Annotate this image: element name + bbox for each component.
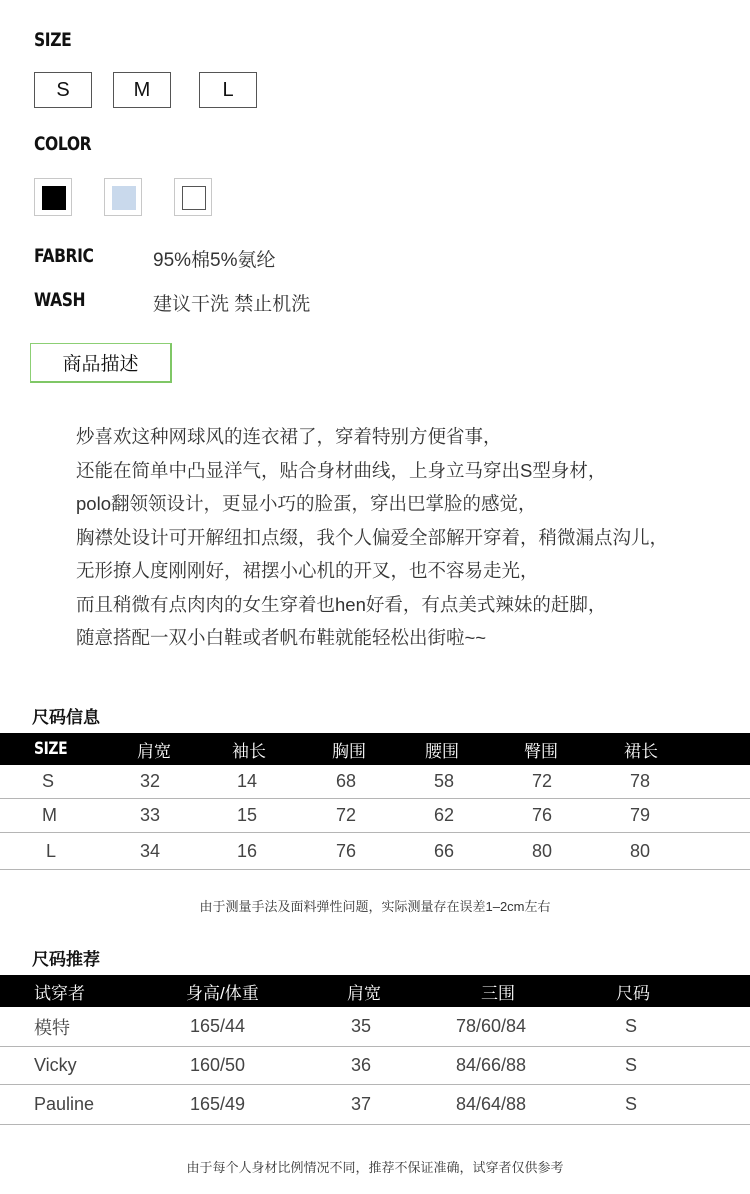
color-swatch-light-blue-fill: [112, 186, 136, 210]
size-info-header-cell: 袖长: [232, 741, 266, 761]
table-cell: 14: [237, 771, 258, 791]
table-row: [0, 1085, 750, 1125]
size-recommend-header-cell: 试穿者: [34, 983, 85, 1003]
table-cell: 62: [434, 805, 455, 825]
description-line: 随意搭配一双小白鞋或者帆布鞋就能轻松出街啦~~: [76, 627, 487, 648]
description-line: 无形撩人度刚刚好，裙摆小心机的开叉，也不容易走光，: [76, 560, 539, 581]
size-heading: SIZE: [34, 29, 72, 51]
table-cell: 72: [336, 805, 357, 825]
description-line: 胸襟处设计可开解纽扣点缀，我个人偏爱全部解开穿着，稍微漏点沟儿，: [76, 526, 669, 548]
table-cell: S: [42, 771, 55, 791]
size-recommend-header: [0, 975, 750, 1007]
size-option-m[interactable]: M: [113, 72, 171, 108]
table-cell: M: [42, 805, 57, 825]
size-option-s[interactable]: S: [34, 72, 92, 108]
table-cell: 79: [630, 805, 651, 825]
size-info-header-cell: 胸围: [332, 741, 366, 761]
table-cell: S: [625, 1055, 638, 1075]
table-cell: S: [625, 1094, 638, 1114]
color-heading: COLOR: [34, 133, 92, 155]
table-cell: 78: [630, 771, 651, 791]
wash-label: WASH: [34, 289, 86, 311]
table-cell: 37: [351, 1094, 372, 1114]
table-cell: 84/64/88: [456, 1094, 527, 1114]
table-cell: 78/60/84: [456, 1016, 527, 1036]
table-row: [0, 1047, 750, 1085]
size-recommend-header-cell: 尺码: [616, 983, 650, 1003]
table-cell: S: [625, 1016, 638, 1036]
size-info-header-cell: SIZE: [34, 739, 68, 759]
size-info-title: 尺码信息: [32, 708, 100, 727]
table-cell: 80: [630, 840, 651, 861]
table-cell: 36: [351, 1055, 372, 1075]
table-row: [0, 765, 750, 799]
size-recommend-header-cell: 三围: [481, 983, 515, 1003]
table-cell: Vicky: [34, 1055, 77, 1075]
description-line: 而且稍微有点肉肉的女生穿着也hen好看，有点美式辣妹的赶脚，: [76, 593, 607, 615]
table-cell: 76: [336, 840, 357, 861]
table-row: [0, 799, 750, 833]
table-cell: 165/49: [190, 1094, 246, 1114]
size-option-l[interactable]: L: [199, 72, 257, 108]
table-cell: 72: [532, 771, 553, 791]
table-cell: 165/44: [190, 1016, 246, 1036]
table-cell: L: [46, 840, 57, 861]
color-swatch-light-blue[interactable]: [104, 178, 142, 216]
table-cell: 84/66/88: [456, 1055, 527, 1075]
fabric-label: FABRIC: [34, 245, 94, 267]
size-recommend-title: 尺码推荐: [32, 950, 100, 969]
color-swatch-black-fill: [42, 186, 66, 210]
table-cell: 35: [351, 1016, 372, 1036]
table-row: [0, 1007, 750, 1047]
table-row: [0, 833, 750, 870]
table-cell: 33: [140, 805, 161, 825]
table-cell: 68: [336, 771, 357, 791]
table-cell: 66: [434, 840, 455, 861]
product-description: [76, 420, 746, 655]
table-cell: 16: [237, 840, 258, 861]
color-swatch-white[interactable]: [174, 178, 212, 216]
table-cell: 76: [532, 805, 553, 825]
wash-value: 建议干洗 禁止机洗: [153, 294, 311, 315]
size-info-header-cell: 肩宽: [137, 741, 171, 761]
size-info-header-cell: 裙长: [624, 741, 658, 761]
size-info-header: [0, 733, 750, 765]
table-cell: 34: [140, 840, 161, 861]
size-info-header-cell: 臀围: [524, 741, 558, 761]
size-recommend-header-cell: 肩宽: [347, 983, 381, 1003]
table-cell: 32: [140, 771, 161, 791]
product-description-button[interactable]: 商品描述: [30, 343, 172, 383]
size-recommend-note: 由于每个人身材比例情况不同，推荐不保证准确，试穿者仅供参考: [186, 1160, 564, 1175]
table-cell: 15: [237, 805, 258, 825]
size-info-header-cell: 腰围: [425, 741, 459, 761]
table-cell: 160/50: [190, 1055, 246, 1075]
table-cell: 80: [532, 840, 553, 861]
description-line: 炒喜欢这种网球风的连衣裙了，穿着特别方便省事，: [76, 426, 502, 447]
size-recommend-header-cell: 身高/体重: [186, 983, 259, 1003]
color-swatch-black[interactable]: [34, 178, 72, 216]
size-info-note: 由于测量手法及面料弹性问题，实际测量存在误差1–2cm左右: [199, 899, 551, 914]
table-cell: 模特: [34, 1017, 70, 1038]
description-line: 还能在简单中凸显洋气，贴合身材曲线，上身立马穿出S型身材，: [76, 459, 607, 481]
color-swatch-white-fill: [182, 186, 206, 210]
description-line: polo翻领领设计，更显小巧的脸蛋，穿出巴掌脸的感觉，: [76, 493, 537, 514]
table-cell: Pauline: [34, 1094, 95, 1114]
table-cell: 58: [434, 771, 455, 791]
fabric-value: 95%棉5%氨纶: [153, 250, 276, 271]
